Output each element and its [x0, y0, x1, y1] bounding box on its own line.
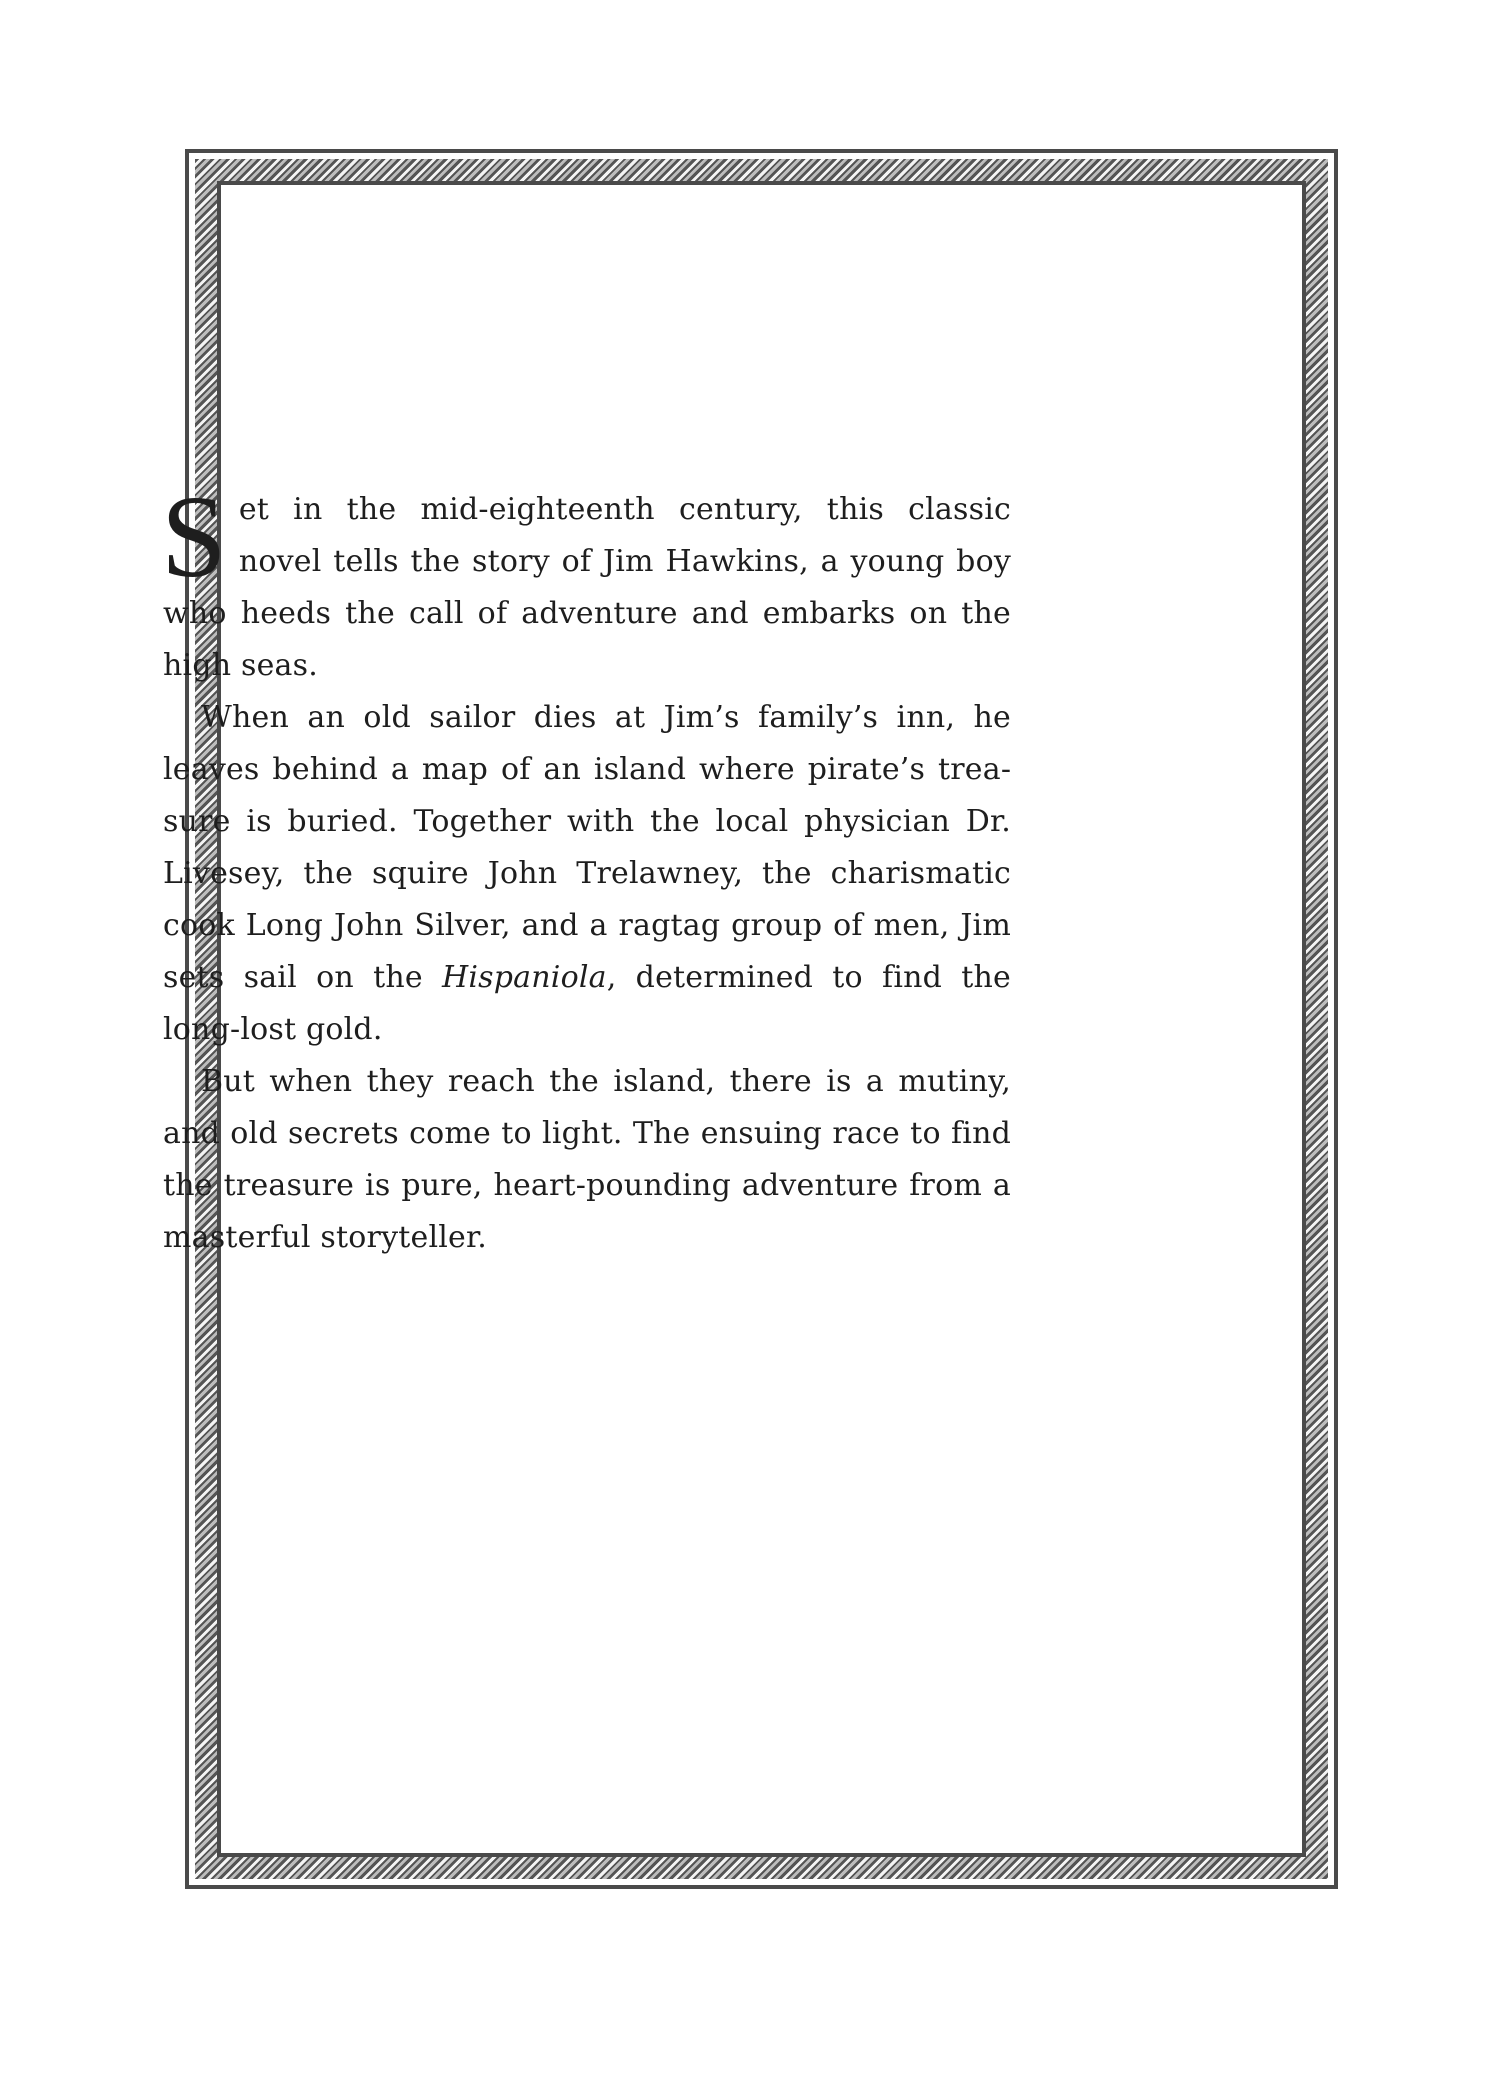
drop-cap: S [161, 471, 227, 602]
paragraph-1 [161, 471, 1011, 692]
paragraph-2-text-b: , determined to find the long-lost gold. [163, 960, 1011, 1047]
paragraph-2 [163, 692, 1011, 1056]
paragraph-3: But when they reach the island, there is a mutiny, and old secrets come to light. The ensuing race to find the treasure is pure, heart-pounding adventure from a masterful storyteller. [163, 1064, 1011, 1255]
blurb-text [161, 471, 1011, 1264]
ship-name: Hispaniola [442, 960, 607, 995]
paragraph-1-text: et in the mid-eighteenth century, this classic novel tells the story of Jim Hawkins, a young boy who heeds the call of adventure and embarks on the high seas. [163, 492, 1011, 683]
paragraph-2-text-a: When an old sailor dies at Jim’s family’s inn, he leaves behind a map of an island where pirate’s treasure is buried. Together with the local physician Dr. Livesey, the squire John Trelawney, the charismatic cook Long John Silver, and a ragtag group of men, Jim sets sail on the [163, 700, 1011, 995]
